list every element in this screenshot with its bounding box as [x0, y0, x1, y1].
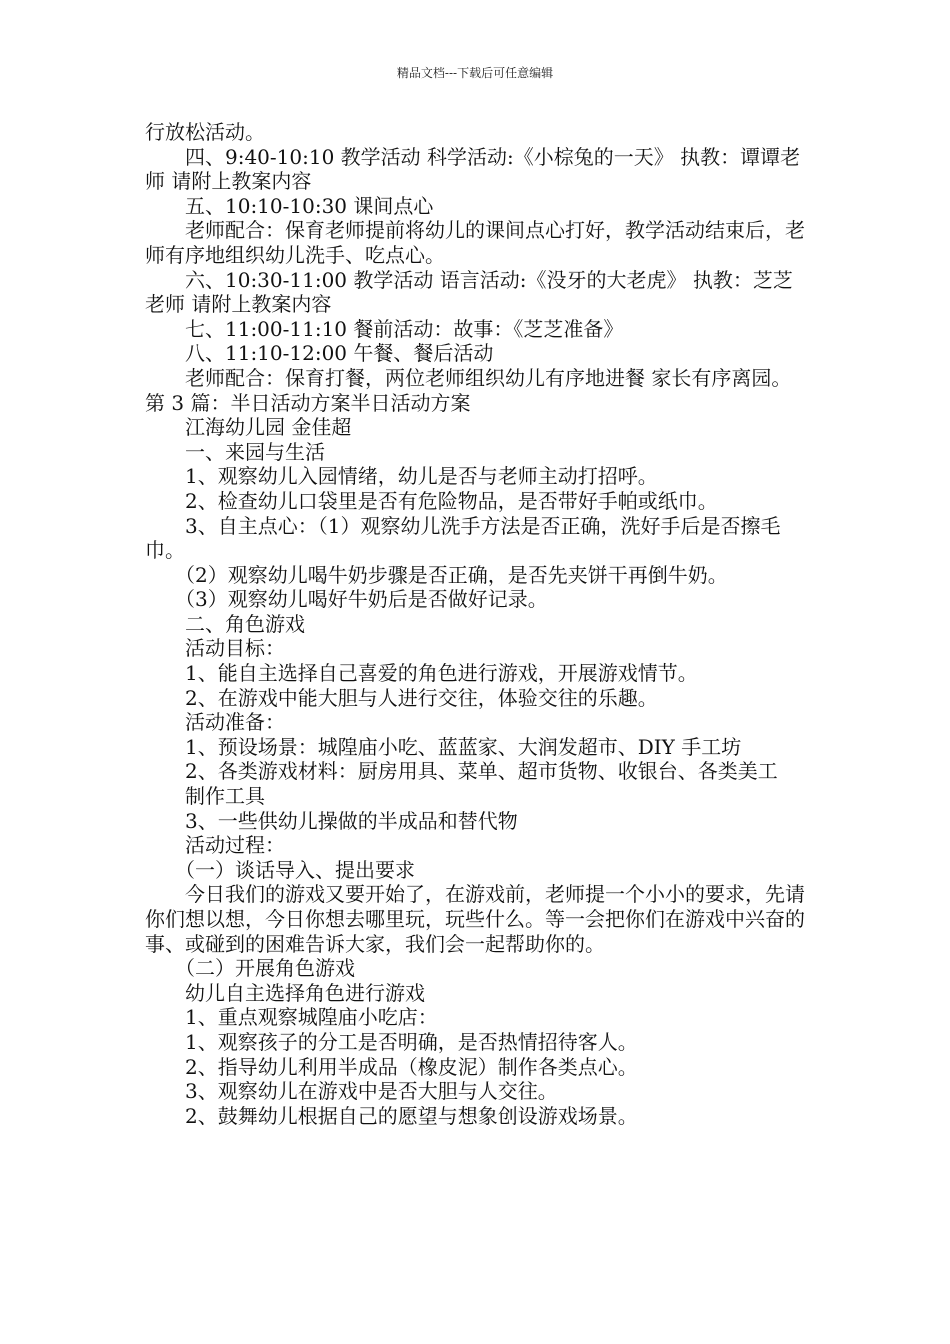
paragraph: 八、11:10-12:00 午餐、餐后活动: [145, 341, 494, 366]
paragraph: 老师配合：保育打餐，两位老师组织幼儿有序地进餐 家长有序离园。第 3 篇：半日活动方案半日活动方案: [145, 365, 792, 415]
paragraph: 五、10:10-10:30 课间点心: [145, 193, 434, 218]
paragraph: （3）观察幼儿喝好牛奶后是否做好记录。: [145, 587, 548, 612]
paragraph: 3、一些供幼儿操做的半成品和替代物: [145, 808, 518, 833]
paragraph: 3、观察幼儿在游戏中是否大胆与人交往。: [145, 1079, 558, 1104]
paragraph: 七、11:00-11:10 餐前活动：故事：《芝芝准备》: [145, 316, 624, 341]
paragraph: 活动目标：: [145, 636, 285, 661]
paragraph: （2）观察幼儿喝牛奶步骤是否正确，是否先夹饼干再倒牛奶。: [145, 562, 728, 587]
page-header: 精品文档---下载后可任意编辑: [396, 66, 554, 80]
paragraph: 制作工具: [145, 784, 265, 809]
paragraph: 3、自主点心：（1）观察幼儿洗手方法是否正确，洗好手后是否擦毛巾。: [145, 513, 781, 563]
paragraph: 行放松活动。: [145, 120, 265, 144]
document-body: [145, 120, 810, 1128]
paragraph: （一）谈话导入、提出要求: [145, 857, 415, 882]
paragraph: 1、观察孩子的分工是否明确，是否热情招待客人。: [145, 1029, 638, 1054]
paragraph: 江海幼儿园 金佳超: [145, 415, 352, 440]
paragraph: 1、能自主选择自己喜爱的角色进行游戏，开展游戏情节。: [145, 661, 698, 686]
paragraph: 1、重点观察城隍庙小吃店：: [145, 1005, 438, 1030]
paragraph: 老师配合：保育老师提前将幼儿的课间点心打好，教学活动结束后，老师有序地组织幼儿洗手、吃点心。: [145, 218, 805, 267]
paragraph: 2、鼓舞幼儿根据自己的愿望与想象创设游戏场景。: [145, 1103, 638, 1128]
paragraph: 2、检查幼儿口袋里是否有危险物品，是否带好手帕或纸巾。: [145, 488, 718, 513]
paragraph: 2、在游戏中能大胆与人进行交往，体验交往的乐趣。: [145, 685, 658, 710]
paragraph: （二）开展角色游戏: [145, 956, 355, 981]
paragraph: 2、指导幼儿利用半成品（橡皮泥）制作各类点心。: [145, 1054, 638, 1079]
paragraph: 四、9:40-10:10 教学活动 科学活动:《小棕兔的一天》 执教：谭谭老师 请附上教案内容: [145, 144, 801, 194]
paragraph: 活动过程：: [145, 833, 285, 858]
paragraph: 今日我们的游戏又要开始了，在游戏前，老师提一个小小的要求，先请你们想以想，今日你想去哪里玩，玩些什么。等一会把你们在游戏中兴奋的事、或碰到的困难告诉大家，我们会一起帮助你的。: [145, 882, 805, 956]
section-heading: 二、角色游戏: [145, 611, 305, 636]
paragraph: 六、10:30-11:00 教学活动 语言活动:《没牙的大老虎》 执教：芝芝老师 请附上教案内容: [145, 267, 793, 317]
paragraph: 2、各类游戏材料：厨房用具、菜单、超市货物、收银台、各类美工: [145, 759, 778, 784]
paragraph: 1、预设场景：城隍庙小吃、蓝蓝家、大润发超市、DIY 手工坊: [145, 734, 742, 759]
section-heading: 一、来园与生活: [145, 439, 325, 464]
paragraph: 幼儿自主选择角色进行游戏: [145, 980, 425, 1005]
paragraph: 活动准备：: [145, 710, 285, 735]
paragraph: 1、观察幼儿入园情绪，幼儿是否与老师主动打招呼。: [145, 464, 658, 489]
